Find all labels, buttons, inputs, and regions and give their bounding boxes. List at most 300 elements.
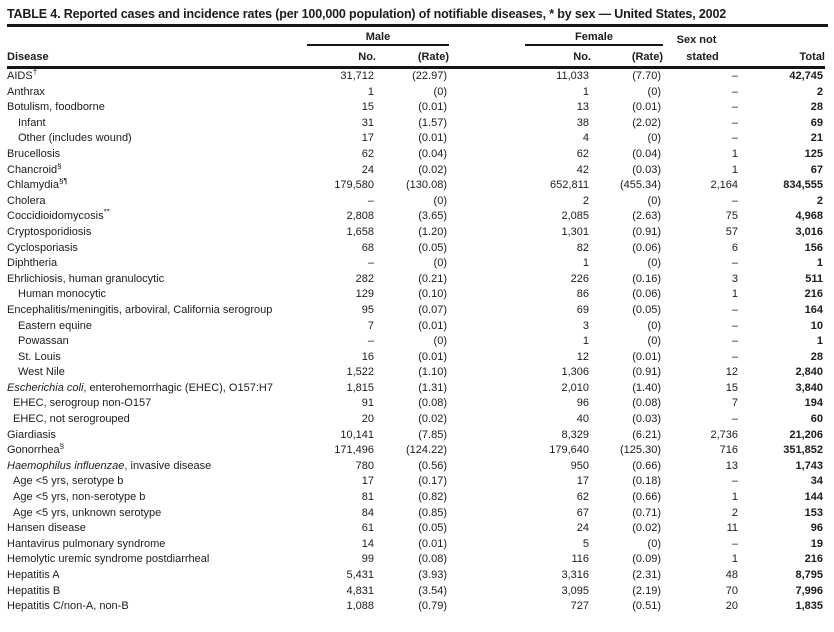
male-no-cell: 1,522 (346, 366, 374, 379)
female-no-cell: 2,010 (561, 381, 589, 394)
table-row (7, 116, 825, 132)
male-no-cell: 1 (367, 85, 374, 98)
male-rate-cell: (22.97) (412, 70, 447, 82)
empty-header-cell (742, 27, 825, 46)
sex-not-stated-cell: – (731, 116, 738, 129)
total-cell: 21 (810, 132, 823, 145)
female-no-cell: 13 (576, 101, 589, 114)
sex-not-stated-cell: 3 (731, 272, 738, 285)
male-no-cell: 16 (361, 350, 374, 363)
male-no-cell: – (367, 257, 374, 270)
male-no-cell: 282 (355, 272, 374, 285)
table-row (7, 178, 825, 194)
male-rate-cell: (0.85) (418, 506, 447, 519)
total-cell: 216 (804, 553, 823, 566)
male-rate-cell: (0) (433, 257, 447, 270)
female-rate-cell: (0.04) (632, 147, 661, 160)
total-cell: 2,840 (795, 366, 823, 379)
male-no-cell: 171,496 (334, 444, 374, 457)
disease-name-cell: Anthrax (7, 85, 45, 98)
female-rate-cell: (7.70) (632, 70, 661, 82)
male-no-column-header: No. (307, 46, 376, 68)
sex-not-stated-cell: 11 (726, 522, 738, 535)
female-no-cell: 3 (582, 319, 589, 332)
table-row (7, 350, 825, 366)
female-no-cell: 17 (576, 475, 589, 488)
sex-not-stated-cell: 57 (725, 225, 738, 238)
total-cell: 10 (810, 319, 823, 332)
male-rate-cell: (3.93) (418, 569, 447, 581)
female-rate-cell: (0.01) (632, 101, 661, 114)
table-row (7, 163, 825, 179)
female-rate-cell: (2.02) (632, 116, 661, 129)
sex-not-stated-cell: 1 (731, 491, 738, 504)
male-no-cell: 1,658 (346, 225, 374, 238)
disease-name-cell: Haemophilus influenzae, invasive disease (7, 459, 212, 472)
table-row (7, 521, 825, 537)
sex-not-stated-cell: – (731, 132, 738, 145)
male-rate-cell: (1.57) (418, 116, 447, 129)
female-rate-cell: (2.19) (632, 584, 661, 597)
female-no-cell: 2,085 (561, 210, 589, 223)
male-no-cell: 99 (361, 553, 374, 566)
total-cell: 67 (810, 163, 823, 176)
table-header (7, 27, 825, 68)
male-rate-cell: (0.56) (418, 459, 447, 472)
male-no-cell: 95 (361, 303, 374, 316)
disease-column-header: Disease (7, 46, 307, 68)
sex-not-stated-cell: 2,736 (710, 428, 738, 441)
table-row (7, 584, 825, 600)
table-row (7, 147, 825, 163)
table-row (7, 599, 825, 615)
male-rate-cell: (0.17) (418, 475, 447, 488)
male-rate-cell: (0.04) (418, 147, 447, 160)
sex-not-stated-cell: – (731, 303, 738, 316)
male-no-cell: 61 (361, 522, 374, 535)
male-no-cell: 5,431 (346, 569, 374, 581)
female-rate-cell: (0.01) (632, 350, 661, 363)
female-no-cell: 40 (576, 413, 589, 426)
male-no-cell: 4,831 (346, 584, 374, 597)
female-no-cell: 96 (576, 397, 589, 410)
disease-name-cell: Hantavirus pulmonary syndrome (7, 537, 166, 550)
total-cell: 144 (804, 491, 823, 504)
female-rate-cell: (0) (647, 319, 661, 332)
male-rate-cell: (0) (433, 85, 447, 98)
table-row (7, 381, 825, 397)
female-no-cell: 62 (576, 491, 589, 504)
total-cell: 28 (810, 101, 823, 114)
table-title: TABLE 4. Reported cases and incidence rates (per 100,000 population) of notifiable diseases, * by sex — United States, 2002 (7, 5, 828, 27)
disease-name-cell: St. Louis (18, 350, 61, 363)
table-row (7, 537, 825, 553)
table-row (7, 412, 825, 428)
male-rate-cell: (0) (433, 335, 447, 348)
table-row (7, 131, 825, 147)
female-no-cell: 11,033 (556, 70, 589, 82)
sex-not-stated-cell: – (731, 475, 738, 488)
male-rate-cell: (0) (433, 194, 447, 207)
male-rate-cell: (0.08) (418, 397, 447, 410)
female-no-cell: 69 (576, 303, 589, 316)
male-rate-cell: (0.82) (418, 491, 447, 504)
disease-name-cell: EHEC, not serogrouped (13, 413, 130, 426)
sex-not-stated-cell: 1 (731, 288, 738, 301)
sex-not-stated-cell: 48 (725, 569, 738, 581)
sex-not-stated-cell: 70 (725, 584, 738, 597)
female-rate-cell: (0.08) (632, 397, 661, 410)
disease-name-cell: Infant (18, 116, 46, 129)
sex-not-stated-cell: 15 (725, 381, 738, 394)
female-no-cell: 727 (570, 600, 589, 613)
male-rate-cell: (0.01) (418, 101, 447, 114)
male-rate-cell: (1.31) (418, 381, 447, 394)
female-rate-cell: (0) (647, 257, 661, 270)
female-rate-cell: (0.03) (632, 413, 661, 426)
table-row (7, 272, 825, 288)
male-no-cell: 14 (361, 537, 374, 550)
male-no-cell: 10,141 (340, 428, 374, 441)
disease-name-cell: Giardiasis (7, 428, 56, 441)
male-no-cell: 81 (361, 491, 374, 504)
female-no-cell: 116 (571, 553, 589, 566)
female-no-cell: 652,811 (550, 179, 589, 192)
male-rate-cell: (0.10) (418, 288, 447, 301)
total-cell: 1,835 (795, 600, 823, 613)
sex-not-stated-cell: – (731, 85, 738, 98)
female-rate-cell: (0.66) (632, 491, 661, 504)
male-rate-cell: (0.02) (418, 163, 447, 176)
female-rate-cell: (0.06) (632, 241, 661, 254)
male-rate-cell: (0.08) (418, 553, 447, 566)
total-cell: 153 (804, 506, 823, 519)
total-cell: 42,745 (789, 70, 823, 82)
total-cell: 3,016 (795, 225, 823, 238)
male-no-cell: 780 (355, 459, 374, 472)
female-no-cell: 38 (576, 116, 589, 129)
male-no-cell: 20 (361, 413, 374, 426)
female-no-cell: 5 (582, 537, 589, 550)
sex-not-stated-cell: 2 (731, 506, 738, 519)
disease-name-cell: Brucellosis (7, 147, 61, 160)
female-rate-cell: (0.66) (632, 459, 661, 472)
total-cell: 216 (804, 288, 823, 301)
sex-not-stated-cell: – (731, 350, 738, 363)
female-no-cell: 179,640 (549, 444, 589, 457)
male-no-cell: – (367, 194, 374, 207)
male-rate-cell: (0.02) (418, 413, 447, 426)
total-cell: 60 (810, 413, 823, 426)
male-rate-column-header: (Rate) (376, 46, 449, 68)
sex-not-stated-cell: – (731, 335, 738, 348)
female-rate-cell: (0) (647, 85, 661, 98)
sex-not-stated-cell: 6 (731, 241, 738, 254)
female-rate-cell: (0) (647, 335, 661, 348)
male-rate-cell: (0.07) (418, 303, 447, 316)
female-no-cell: 1,306 (561, 366, 589, 379)
female-no-cell: 1,301 (561, 225, 589, 238)
total-cell: 8,795 (795, 569, 823, 581)
table-row (7, 443, 825, 459)
female-rate-cell: (125.30) (620, 444, 661, 457)
male-no-cell: 17 (361, 475, 374, 488)
table-row (7, 459, 825, 475)
total-cell: 96 (810, 522, 823, 535)
male-rate-cell: (3.54) (418, 584, 447, 597)
table-row (7, 256, 825, 272)
sex-not-stated-cell: 75 (725, 210, 738, 223)
male-rate-cell: (7.85) (418, 428, 447, 441)
table-row (7, 225, 825, 241)
total-cell: 834,555 (783, 179, 823, 192)
disease-name-cell: Human monocytic (18, 288, 107, 301)
male-no-cell: 84 (361, 506, 374, 519)
male-no-cell: 17 (361, 132, 374, 145)
female-no-cell: 1 (582, 257, 589, 270)
table-row (7, 396, 825, 412)
male-rate-cell: (130.08) (406, 179, 447, 192)
total-column-header: Total (742, 46, 825, 68)
male-rate-cell: (0.05) (418, 522, 447, 535)
total-cell: 511 (805, 272, 823, 285)
table-row (7, 365, 825, 381)
disease-name-cell: Diphtheria (7, 257, 58, 270)
male-no-cell: 68 (361, 241, 374, 254)
sex-not-stated-cell: 7 (731, 397, 738, 410)
male-no-cell: 91 (361, 397, 374, 410)
disease-name-cell: Cholera (7, 194, 46, 207)
disease-name-cell: Coccidioidomycosis** (7, 209, 110, 223)
female-rate-cell: (0.03) (632, 163, 661, 176)
female-rate-cell: (0.09) (632, 553, 661, 566)
sex-not-stated-cell: 716 (719, 444, 738, 457)
male-rate-cell: (3.65) (418, 210, 447, 223)
disease-name-cell: Age <5 yrs, serotype b (13, 475, 124, 488)
male-rate-cell: (1.20) (418, 225, 447, 238)
female-rate-cell: (0.18) (632, 475, 661, 488)
sex-not-stated-cell: – (731, 257, 738, 270)
male-no-cell: 2,808 (346, 210, 374, 223)
female-group-header (449, 27, 663, 46)
male-rate-cell: (0.05) (418, 241, 447, 254)
disease-name-cell: Powassan (18, 335, 69, 348)
male-no-cell: 129 (355, 288, 374, 301)
sex-not-stated-cell: – (731, 413, 738, 426)
total-cell: 69 (810, 116, 823, 129)
female-rate-cell: (0.51) (632, 600, 661, 613)
female-no-cell: 1 (582, 335, 589, 348)
disease-name-cell: Hepatitis B (7, 584, 61, 597)
disease-name-cell: Escherichia coli, enterohemorrhagic (EHEC), O157:H7 (7, 381, 273, 394)
sex-not-stated-cell: 1 (731, 163, 738, 176)
total-cell: 2 (816, 194, 823, 207)
male-rate-cell: (0.01) (418, 132, 447, 145)
female-rate-cell: (2.31) (632, 569, 661, 581)
disease-name-cell: EHEC, serogroup non-O157 (13, 397, 152, 410)
disease-name-cell: Cyclosporiasis (7, 241, 78, 254)
table-row (7, 100, 825, 116)
disease-name-cell: West Nile (18, 366, 65, 379)
table-row (7, 334, 825, 350)
total-cell: 21,206 (789, 428, 823, 441)
total-cell: 351,852 (783, 444, 823, 457)
total-cell: 1 (816, 335, 823, 348)
disease-name-cell: Other (includes wound) (18, 132, 132, 145)
female-rate-cell: (1.40) (632, 381, 661, 394)
table-row (7, 552, 825, 568)
disease-name-cell: Age <5 yrs, non-serotype b (13, 491, 146, 504)
total-cell: 19 (810, 537, 823, 550)
disease-name-cell: Encephalitis/meningitis, arboviral, California serogroup (7, 303, 273, 316)
female-no-cell: 62 (576, 147, 589, 160)
sex-not-stated-cell: 1 (731, 553, 738, 566)
column-header-row (7, 46, 825, 68)
table-row (7, 506, 825, 522)
sex-not-stated-cell: – (731, 537, 738, 550)
female-no-cell: 67 (576, 506, 589, 519)
table-row (7, 303, 825, 319)
male-no-cell: – (367, 335, 374, 348)
male-no-cell: 62 (361, 147, 374, 160)
female-rate-cell: (0) (647, 132, 661, 145)
male-no-cell: 24 (361, 163, 374, 176)
male-rate-cell: (0.01) (418, 350, 447, 363)
female-rate-cell: (0.71) (632, 506, 661, 519)
total-cell: 125 (804, 147, 823, 160)
table-row (7, 85, 825, 101)
female-no-cell: 950 (570, 459, 589, 472)
table-row (7, 287, 825, 303)
notifiable-diseases-table (7, 27, 825, 615)
disease-name-cell: Gonorrhea§ (7, 443, 65, 457)
female-no-cell: 1 (582, 85, 589, 98)
female-rate-cell: (0.06) (632, 288, 661, 301)
table-row (7, 194, 825, 210)
female-rate-column-header: (Rate) (591, 46, 663, 68)
male-group-label: Male (307, 31, 449, 46)
female-no-cell: 4 (582, 132, 589, 145)
sex-not-stated-cell: – (731, 194, 738, 207)
male-no-cell: 179,580 (334, 179, 374, 192)
sex-not-stated-cell: – (731, 70, 738, 82)
disease-name-cell: Hepatitis A (7, 569, 60, 581)
table-row (7, 428, 825, 444)
total-cell: 1 (816, 257, 823, 270)
male-rate-cell: (1.10) (418, 366, 447, 379)
total-cell: 2 (816, 85, 823, 98)
table-row (7, 474, 825, 490)
female-no-cell: 2 (582, 194, 589, 207)
female-rate-cell: (0.16) (632, 272, 661, 285)
disease-name-cell: Cryptosporidiosis (7, 225, 92, 238)
female-no-cell: 24 (576, 522, 589, 535)
table-row (7, 490, 825, 506)
sex-not-stated-cell: 20 (725, 600, 738, 613)
empty-header-cell (7, 27, 307, 46)
total-cell: 7,996 (795, 584, 823, 597)
sex-not-stated-header-line2: stated (663, 46, 742, 68)
female-no-cell: 82 (576, 241, 589, 254)
female-no-cell: 42 (576, 163, 589, 176)
table-row (7, 319, 825, 335)
table-row (7, 241, 825, 257)
female-rate-cell: (6.21) (632, 428, 661, 441)
male-no-cell: 15 (361, 101, 374, 114)
female-rate-cell: (2.63) (632, 210, 661, 223)
female-no-cell: 12 (576, 350, 589, 363)
total-cell: 28 (810, 350, 823, 363)
total-cell: 34 (810, 475, 823, 488)
disease-name-cell: Botulism, foodborne (7, 101, 105, 114)
female-rate-cell: (0) (647, 194, 661, 207)
table-row (7, 209, 825, 225)
female-no-column-header: No. (449, 46, 591, 68)
disease-name-cell: Chlamydia§¶ (7, 178, 68, 192)
total-cell: 194 (804, 397, 823, 410)
total-cell: 1,743 (795, 459, 823, 472)
male-rate-cell: (0.79) (418, 600, 447, 613)
disease-name-cell: AIDS† (7, 67, 38, 82)
male-no-cell: 31 (361, 116, 374, 129)
male-rate-cell: (0.01) (418, 319, 447, 332)
sex-not-stated-cell: – (731, 101, 738, 114)
total-cell: 164 (804, 303, 823, 316)
female-no-cell: 3,095 (561, 584, 589, 597)
male-no-cell: 31,712 (340, 70, 374, 82)
table-body (7, 68, 825, 615)
female-group-label: Female (525, 31, 663, 46)
male-group-header (307, 27, 449, 46)
female-rate-cell: (0.05) (632, 303, 661, 316)
female-no-cell: 3,316 (561, 569, 589, 581)
female-rate-cell: (0.91) (632, 366, 661, 379)
total-cell: 3,840 (795, 381, 823, 394)
sex-not-stated-cell: 1 (731, 147, 738, 160)
male-rate-cell: (0.21) (418, 272, 447, 285)
sex-not-stated-cell: 13 (725, 459, 738, 472)
male-rate-cell: (124.22) (406, 444, 447, 457)
female-rate-cell: (0.91) (632, 225, 661, 238)
female-no-cell: 226 (570, 272, 589, 285)
disease-name-cell: Age <5 yrs, unknown serotype (13, 506, 162, 519)
disease-name-cell: Hepatitis C/non-A, non-B (7, 600, 129, 613)
sex-not-stated-cell: 2,164 (710, 179, 738, 192)
sex-not-stated-cell: – (731, 319, 738, 332)
disease-name-cell: Hemolytic uremic syndrome postdiarrheal (7, 553, 210, 566)
table-row (7, 568, 825, 584)
disease-name-cell: Ehrlichiosis, human granulocytic (7, 272, 165, 285)
total-cell: 4,968 (795, 210, 823, 223)
female-rate-cell: (455.34) (620, 179, 661, 192)
sex-not-stated-cell: 12 (725, 366, 738, 379)
table-row (7, 68, 825, 85)
male-rate-cell: (0.01) (418, 537, 447, 550)
male-no-cell: 1,815 (346, 381, 374, 394)
male-no-cell: 7 (367, 319, 374, 332)
female-no-cell: 86 (576, 288, 589, 301)
female-no-cell: 8,329 (561, 428, 589, 441)
disease-name-cell: Eastern equine (18, 319, 92, 332)
column-group-row (7, 27, 825, 46)
sex-not-stated-header-line1: Sex not (676, 34, 717, 46)
disease-name-cell: Hansen disease (7, 522, 86, 535)
disease-name-cell: Chancroid§ (7, 162, 62, 176)
female-rate-cell: (0) (647, 537, 661, 550)
female-rate-cell: (0.02) (632, 522, 661, 535)
total-cell: 156 (804, 241, 823, 254)
male-no-cell: 1,088 (346, 600, 374, 613)
